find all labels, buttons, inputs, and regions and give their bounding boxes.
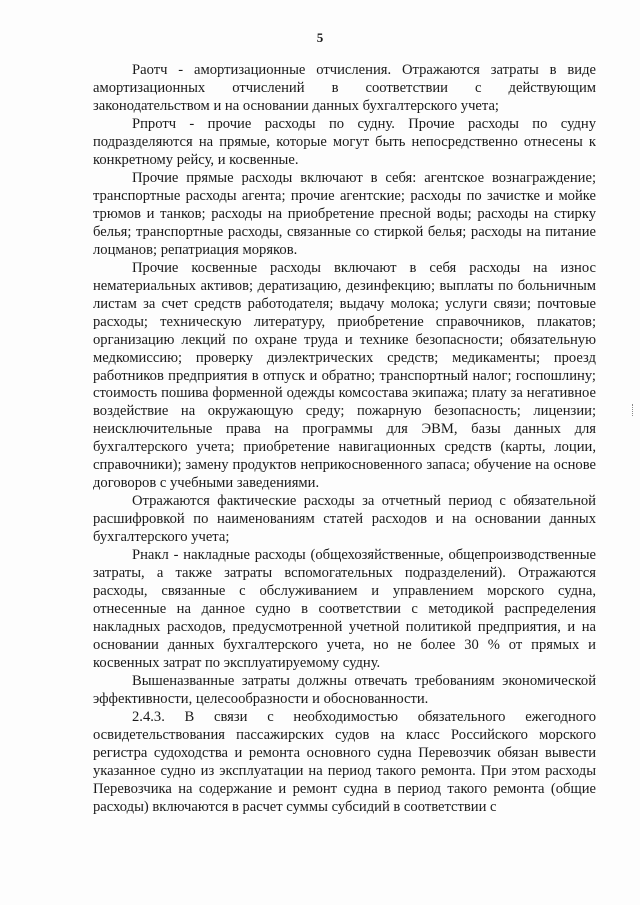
paragraph-other-expenses: Рпротч - прочие расходы по судну. Прочие расходы по судну подразделяются на прямые, которые могут быть непосредственно отнесены к конкретному рейсу, и косвенные. bbox=[93, 116, 596, 168]
scan-edge-mark bbox=[632, 404, 635, 416]
paragraph-amortization: Раотч - амортизационные отчисления. Отражаются затраты в виде амортизационных отчислений в соответствии с действующим законодательством и на основании данных бухгалтерского учета; bbox=[93, 62, 596, 114]
document-body bbox=[93, 62, 596, 817]
paragraph-overhead-expenses: Рнакл - накладные расходы (общехозяйственные, общепроизводственные затраты, а также затраты вспомогательных подразделений). Отражаются расходы, связанные с обслуживанием и управлением морского судна, отнесенные на данное судно в соответствии с методикой распределения накладных расходов, предусмотренной учетной политикой предприятия, и на основании данных бухгалтерского учета, но не более 30 % от прямых и косвенных затрат по эксплуатируемому судну. bbox=[93, 547, 596, 671]
paragraph-actual-expenses: Отражаются фактические расходы за отчетный период с обязательной расшифровкой по наименованиям статей расходов и на основании данных бухгалтерского учета; bbox=[93, 493, 596, 546]
paragraph-indirect-expenses: Прочие косвенные расходы включают в себя расходы на износ нематериальных активов; дератизацию, дезинфекцию; выплаты по больничным листам за счет средств работодателя; выдачу молока; услуги связи; почтовые расходы; техническую литературу, приобретение справочников, плакатов; организацию лекций по охране труда и технике безопасности; обязательную медкомиссию; проверку диэлектрических средств; медикаменты; проезд работников предприятия в отпуск и обратно; транспортный налог; госпошлину; стоимость пошива форменной одежды комсостава экипажа; плату за негативное воздействие на окружающую среду; пожарную безопасность; лицензии; неисключительные права на программы для ЭВМ, базы данных для бухгалтерского учета; приобретение навигационных средств (карты, лоции, справочники); замену продуктов неприкосновенного запаса; обучение на основе договоров с учебными заведениями. bbox=[93, 260, 596, 492]
page-number: 5 bbox=[316, 30, 324, 45]
paragraph-requirements: Вышеназванные затраты должны отвечать требованиям экономической эффективности, целесообразности и обоснованности. bbox=[93, 673, 596, 708]
paragraph-direct-expenses: Прочие прямые расходы включают в себя: агентское вознаграждение; транспортные расходы агента; прочие агентские; расходы по зачистке и мойке трюмов и танков; расходы на приобретение пресной воды; расходы на стирку белья; транспортные расходы, связанные со стиркой белья; расходы на питание лоцманов; репатриация моряков. bbox=[93, 170, 596, 258]
paragraph-section-2-4-3: 2.4.3. В связи с необходимостью обязательного ежегодного освидетельствования пассажирских судов на класс Российского морского регистра судоходства и ремонта основного судна Перевозчик обязан вывести указанное судно из эксплуатации на период такого ремонта. При этом расходы Перевозчика на содержание и ремонт судна в период такого ремонта (общие расходы) включаются в расчет суммы субсидий в соответствии с bbox=[93, 709, 596, 815]
